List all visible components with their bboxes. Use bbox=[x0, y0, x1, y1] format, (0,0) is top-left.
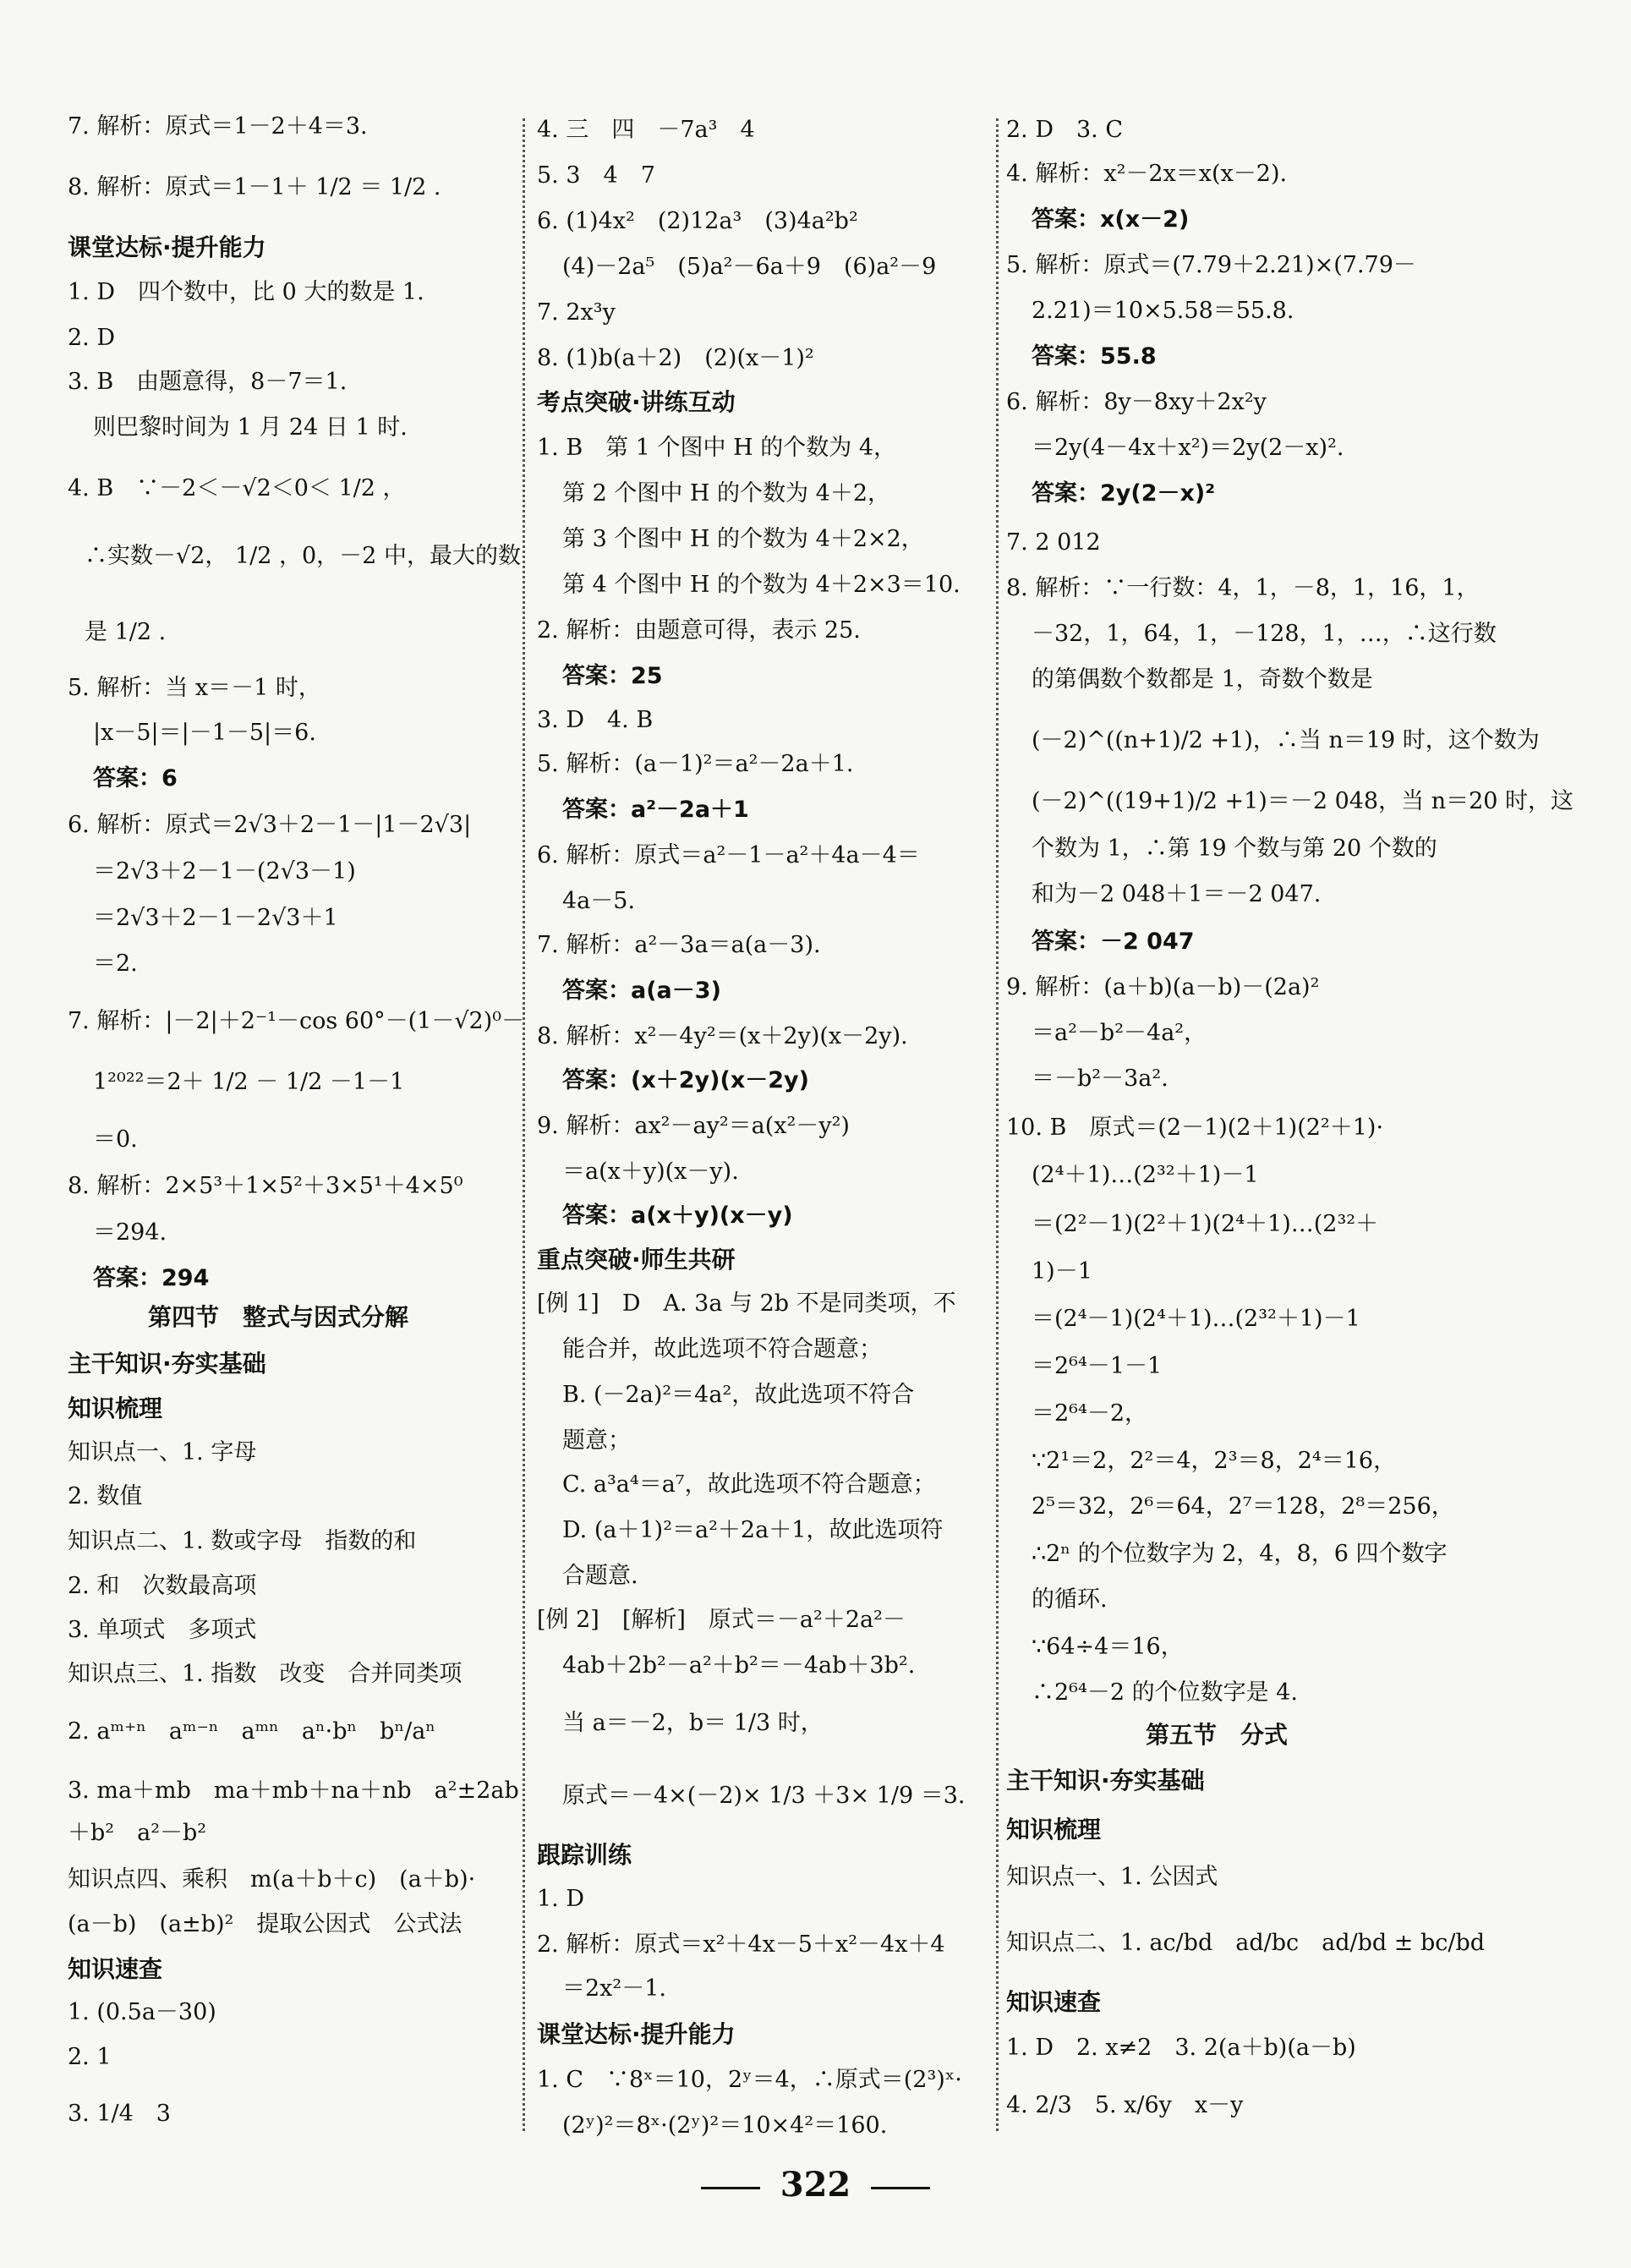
text-line: [例 2] [解析] 原式＝－a²＋2a²－ bbox=[537, 1607, 906, 1633]
text-line: 8. 解析：2×5³＋1×5²＋3×5¹＋4×5⁰ bbox=[68, 1173, 463, 1199]
answer-line: 答案：6 bbox=[93, 765, 178, 792]
text-line: ＝2x²－1. bbox=[562, 1975, 666, 2002]
text-line: 能合并，故此选项不符合题意； bbox=[562, 1336, 882, 1362]
section-heading: 课堂达标·提升能力 bbox=[68, 233, 266, 261]
text-line: 1. D 四个数中，比 0 大的数是 1. bbox=[68, 279, 424, 305]
text-line: ＋b² a²－b² bbox=[68, 1820, 207, 1846]
text-line: (－2)^((19+1)/2 +1)＝－2 048，当 n＝20 时，这 bbox=[1032, 788, 1574, 814]
text-line: |x－5|＝|－1－5|＝6. bbox=[93, 720, 316, 746]
text-line: 2⁵＝32，2⁶＝64，2⁷＝128，2⁸＝256， bbox=[1032, 1493, 1454, 1520]
text-line: 4a－5. bbox=[562, 888, 636, 914]
text-line: ∴2⁶⁴－2 的个位数字是 4. bbox=[1032, 1679, 1298, 1706]
text-line: 5. 解析：当 x＝－1 时， bbox=[68, 675, 321, 701]
footer-dash bbox=[871, 2187, 930, 2189]
section-heading: 主干知识·夯实基础 bbox=[1006, 1767, 1205, 1794]
text-line: 1. (0.5a－30) bbox=[68, 1999, 216, 2025]
text-line: B. (－2a)²＝4a²，故此选项不符合 bbox=[562, 1382, 915, 1408]
column-divider bbox=[996, 118, 999, 2131]
text-line: 2. 1 bbox=[68, 2044, 112, 2070]
text-line: 6. 解析：原式＝a²－1－a²＋4a－4＝ bbox=[537, 842, 920, 868]
text-line: 1. D bbox=[537, 1886, 584, 1912]
text-line: 8. 解析：∵一行数：4，1，－8，1，16，1， bbox=[1006, 575, 1480, 601]
section-heading: 课堂达标·提升能力 bbox=[537, 2020, 736, 2048]
text-line: 7. 解析：原式＝1－2＋4＝3. bbox=[68, 113, 368, 140]
text-line: 的第偶数个数都是 1，奇数个数是 bbox=[1032, 666, 1373, 693]
text-line: ＝a²－b²－4a²， bbox=[1032, 1020, 1207, 1046]
text-line: (－2)^((n+1)/2 +1)，∴当 n＝19 时，这个数为 bbox=[1032, 727, 1540, 753]
text-line: 5. 解析：原式＝(7.79＋2.21)×(7.79－ bbox=[1006, 252, 1416, 278]
section-heading: 知识速查 bbox=[1006, 1988, 1102, 2016]
text-line: 知识点一、1. 字母 bbox=[68, 1439, 257, 1465]
section-title: 第五节 分式 bbox=[1146, 1721, 1289, 1749]
text-line: (2ʸ)²＝8ˣ·(2ʸ)²＝10×4²＝160. bbox=[562, 2112, 888, 2139]
text-line: 4. B ∵－2＜－√2＜0＜ 1/2 ， bbox=[68, 475, 406, 501]
text-line: 3. 单项式 多项式 bbox=[68, 1617, 257, 1643]
text-line: 4. 三 四 －7a³ 4 bbox=[537, 117, 755, 143]
text-line: 6. (1)4x² (2)12a³ (3)4a²b² bbox=[537, 208, 858, 234]
text-line: 5. 解析：(a－1)²＝a²－2a＋1. bbox=[537, 751, 854, 777]
text-line: 1. B 第 1 个图中 H 的个数为 4， bbox=[537, 435, 896, 461]
answer-line: 答案：－2 047 bbox=[1032, 929, 1195, 955]
text-line: 3. B 由题意得，8－7＝1. bbox=[68, 369, 348, 395]
text-line: ＝2√3＋2－1－2√3＋1 bbox=[93, 905, 338, 931]
text-line: 9. 解析：ax²－ay²＝a(x²－y²) bbox=[537, 1113, 850, 1139]
text-line: 则巴黎时间为 1 月 24 日 1 时. bbox=[93, 414, 408, 441]
section-heading: 主干知识·夯实基础 bbox=[68, 1350, 266, 1378]
section-title: 第四节 整式与因式分解 bbox=[148, 1303, 409, 1331]
section-heading: 知识速查 bbox=[68, 1955, 163, 1983]
text-line: 和为－2 048＋1＝－2 047. bbox=[1032, 881, 1322, 907]
text-line: ＝2⁶⁴－1－1 bbox=[1032, 1353, 1163, 1379]
text-line: 第 2 个图中 H 的个数为 4＋2， bbox=[562, 480, 890, 507]
text-line: ∵64÷4＝16， bbox=[1032, 1634, 1184, 1660]
text-line: ＝2√3＋2－1－(2√3－1) bbox=[93, 858, 356, 885]
text-line: D. (a＋1)²＝a²＋2a＋1，故此选项符 bbox=[562, 1517, 944, 1543]
text-line: ＝(2⁴－1)(2⁴＋1)…(2³²＋1)－1 bbox=[1032, 1306, 1360, 1332]
answer-line: 答案：a(a－3) bbox=[562, 978, 721, 1004]
answer-line: 答案：(x＋2y)(x－2y) bbox=[562, 1067, 809, 1093]
text-line: 知识点三、1. 指数 改变 合并同类项 bbox=[68, 1661, 462, 1687]
section-heading: 知识梳理 bbox=[1006, 1816, 1102, 1843]
text-line: 1²⁰²²＝2＋ 1/2 － 1/2 －1－1 bbox=[93, 1069, 405, 1095]
text-line: 1)－1 bbox=[1032, 1258, 1092, 1285]
column-divider bbox=[523, 118, 525, 2131]
text-line: 6. 解析：原式＝2√3＋2－1－|1－2√3| bbox=[68, 812, 472, 838]
text-line: [例 1] D A. 3a 与 2b 不是同类项，不 bbox=[537, 1290, 956, 1317]
text-line: 2.21)＝10×5.58＝55.8. bbox=[1032, 298, 1294, 324]
text-line: 是 1/2 . bbox=[85, 619, 167, 645]
text-line: 8. 解析：x²－4y²＝(x＋2y)(x－2y). bbox=[537, 1023, 908, 1049]
text-line: (4)－2a⁵ (5)a²－6a＋9 (6)a²－9 bbox=[562, 254, 937, 280]
text-line: ＝－b²－3a². bbox=[1032, 1066, 1169, 1092]
text-line: 知识点二、1. ac/bd ad/bc ad/bd ± bc/bd bbox=[1006, 1930, 1486, 1956]
text-line: 2. 解析：原式＝x²＋4x－5＋x²－4x＋4 bbox=[537, 1931, 945, 1958]
text-line: ∴实数－√2， 1/2 ，0，－2 中，最大的数 bbox=[85, 543, 521, 569]
answer-line: 答案：294 bbox=[93, 1265, 210, 1291]
section-heading: 考点突破·讲练互动 bbox=[537, 388, 736, 416]
text-line: ＝a(x＋y)(x－y). bbox=[562, 1159, 739, 1185]
text-line: 2. D bbox=[68, 325, 115, 351]
text-line: 2. 数值 bbox=[68, 1483, 143, 1509]
text-line: 3. 1/4 3 bbox=[68, 2101, 171, 2127]
text-line: 3. ma＋mb ma＋mb＋na＋nb a²±2ab bbox=[68, 1778, 519, 1804]
text-line: (a－b) (a±b)² 提取公因式 公式法 bbox=[68, 1911, 462, 1937]
text-line: 个数为 1，∴第 19 个数与第 20 个数的 bbox=[1032, 835, 1437, 862]
text-line: 知识点一、1. 公因式 bbox=[1006, 1864, 1218, 1890]
text-line: ＝0. bbox=[93, 1126, 138, 1153]
answer-line: 答案：2y(2－x)² bbox=[1032, 480, 1216, 507]
text-line: 4. 解析：x²－2x＝x(x－2). bbox=[1006, 161, 1288, 187]
text-line: 原式＝－4×(－2)× 1/3 ＋3× 1/9 ＝3. bbox=[562, 1783, 966, 1809]
answer-line: 答案：55.8 bbox=[1032, 343, 1157, 370]
text-line: ＝2⁶⁴－2， bbox=[1032, 1400, 1148, 1427]
text-line: ∴2ⁿ 的个位数字为 2，4，8，6 四个数字 bbox=[1032, 1541, 1448, 1567]
text-line: ∵2¹＝2，2²＝4，2³＝8，2⁴＝16， bbox=[1032, 1448, 1397, 1474]
text-line: (2⁴＋1)…(2³²＋1)－1 bbox=[1032, 1162, 1259, 1188]
text-line: 的循环. bbox=[1032, 1586, 1108, 1613]
text-line: 6. 解析：8y－8xy＋2x²y bbox=[1006, 389, 1267, 415]
text-line: 知识点二、1. 数或字母 指数的和 bbox=[68, 1528, 417, 1554]
text-line: 8. (1)b(a＋2) (2)(x－1)² bbox=[537, 345, 814, 371]
text-line: 2. 解析：由题意可得，表示 25. bbox=[537, 617, 861, 644]
text-line: 8. 解析：原式＝1－1＋ 1/2 ＝ 1/2 . bbox=[68, 174, 441, 200]
text-line: 7. 2x³y bbox=[537, 299, 616, 326]
text-line: 合题意. bbox=[562, 1563, 638, 1589]
text-line: 题意； bbox=[562, 1427, 631, 1454]
text-line: 7. 解析：|－2|＋2⁻¹－cos 60°－(1－√2)⁰－ bbox=[68, 1008, 525, 1034]
text-line: ＝(2²－1)(2²＋1)(2⁴＋1)…(2³²＋ bbox=[1032, 1211, 1379, 1237]
text-line: 1. D 2. x≠2 3. 2(a＋b)(a－b) bbox=[1006, 2035, 1356, 2061]
section-heading: 跟踪训练 bbox=[537, 1841, 632, 1869]
answer-line: 答案：25 bbox=[562, 663, 663, 689]
text-line: 当 a＝－2，b＝ 1/3 时， bbox=[562, 1710, 824, 1736]
text-line: ＝2y(4－4x＋x²)＝2y(2－x)². bbox=[1032, 435, 1344, 461]
text-line: 10. B 原式＝(2－1)(2＋1)(2²＋1)· bbox=[1006, 1115, 1384, 1141]
text-line: C. a³a⁴＝a⁷，故此选项不符合题意； bbox=[562, 1471, 936, 1498]
answer-line: 答案：a²－2a＋1 bbox=[562, 797, 749, 823]
text-line: 3. D 4. B bbox=[537, 707, 654, 733]
page-number: 322 bbox=[780, 2165, 851, 2205]
answer-line: 答案：x(x－2) bbox=[1032, 206, 1190, 233]
text-line: 1. C ∵8ˣ＝10，2ʸ＝4，∴原式＝(2³)ˣ· bbox=[537, 2067, 962, 2093]
text-line: 9. 解析：(a＋b)(a－b)－(2a)² bbox=[1006, 974, 1320, 1000]
text-line: 2. aᵐ⁺ⁿ aᵐ⁻ⁿ aᵐⁿ aⁿ·bⁿ bⁿ/aⁿ bbox=[68, 1718, 436, 1745]
text-line: 4ab＋2b²－a²＋b²＝－4ab＋3b². bbox=[562, 1652, 916, 1679]
section-heading: 重点突破·师生共研 bbox=[537, 1246, 736, 1274]
section-heading: 知识梳理 bbox=[68, 1394, 163, 1422]
text-line: 5. 3 4 7 bbox=[537, 162, 655, 189]
text-line: 2. 和 次数最高项 bbox=[68, 1573, 257, 1599]
text-line: 2. D 3. C bbox=[1006, 117, 1123, 143]
text-line: 知识点四、乘积 m(a＋b＋c) (a＋b)· bbox=[68, 1866, 476, 1893]
text-line: ＝2. bbox=[93, 950, 138, 977]
page-number-footer bbox=[0, 2165, 1631, 2205]
text-line: 第 4 个图中 H 的个数为 4＋2×3＝10. bbox=[562, 572, 961, 598]
text-line: 7. 解析：a²－3a＝a(a－3). bbox=[537, 932, 821, 958]
text-line: －32，1，64，1，－128，1，…，∴这行数 bbox=[1032, 621, 1497, 647]
text-line: 4. 2/3 5. x/6y x－y bbox=[1006, 2092, 1244, 2118]
text-line: 第 3 个图中 H 的个数为 4＋2×2， bbox=[562, 526, 924, 552]
footer-dash bbox=[701, 2187, 760, 2189]
answer-line: 答案：a(x＋y)(x－y) bbox=[562, 1202, 793, 1229]
text-line: 7. 2 012 bbox=[1006, 529, 1101, 556]
text-line: ＝294. bbox=[93, 1219, 167, 1246]
